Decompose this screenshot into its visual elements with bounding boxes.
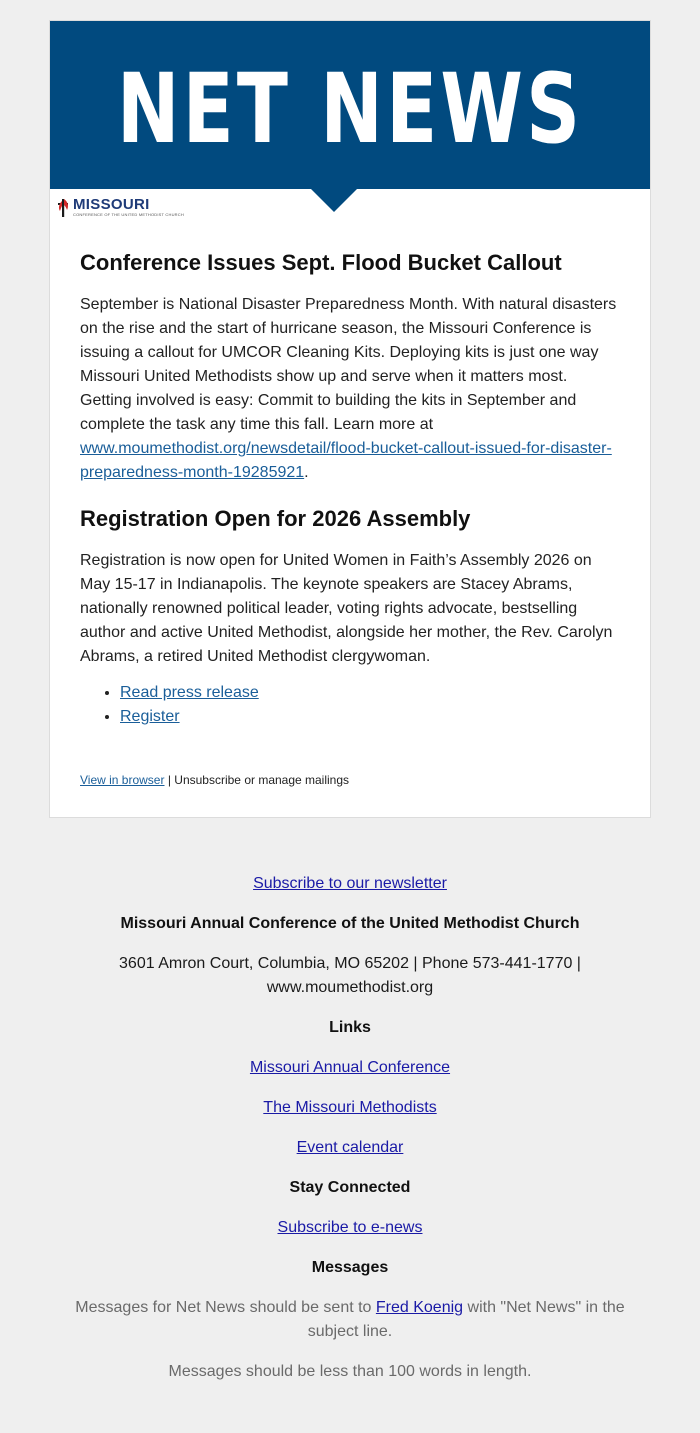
- separator: |: [164, 773, 175, 787]
- contact-address: 3601 Amron Court, Columbia, MO 65202 | Phone 573-441-1770 | www.moumethodist.org: [119, 955, 581, 996]
- unsubscribe-text[interactable]: Unsubscribe or manage mailings: [174, 773, 350, 787]
- article-links-list: [80, 681, 620, 729]
- messages-length-note: Messages should be less than 100 words in length.: [168, 1363, 532, 1380]
- links-heading: Links: [329, 1019, 371, 1036]
- contact-link-fred-koenig[interactable]: Fred Koenig: [375, 1299, 464, 1316]
- article-body: Registration is now open for United Women in Faith’s Assembly 2026 on May 15-17 in Indianapolis. The keynote speakers are Stacey Abrams, nationally renowned political leader, voting rights advocate, bestselling author and active United Methodist, alongside her mother, the Rev. Carolyn Abrams, a retired United Methodist clergywoman.: [80, 552, 613, 665]
- article-link[interactable]: www.moumethodist.org/newsdetail/flood-bucket-callout-issued-for-disaster-preparedness-month-19285921: [80, 440, 612, 481]
- logo-name: MISSOURI: [73, 195, 150, 213]
- article-title: Registration Open for 2026 Assembly: [80, 506, 471, 531]
- header-banner: [50, 21, 650, 189]
- footer-link-missouri-methodists[interactable]: The Missouri Methodists: [263, 1099, 437, 1116]
- missouri-conference-logo: [56, 194, 184, 220]
- cross-and-flame-icon: [56, 196, 70, 218]
- banner-title: NET NEWS: [116, 53, 584, 165]
- view-in-browser-link[interactable]: View in browser: [80, 773, 165, 787]
- read-press-release-link[interactable]: Read press release: [120, 684, 259, 701]
- article-title: Conference Issues Sept. Flood Bucket Callout: [80, 250, 562, 275]
- newsletter-card: [49, 20, 651, 818]
- logo-subtitle: CONFERENCE OF THE UNITED METHODIST CHURCH: [73, 211, 184, 217]
- footer: [70, 872, 630, 1400]
- list-item: [120, 705, 620, 729]
- stay-connected-heading: Stay Connected: [289, 1179, 411, 1196]
- register-link[interactable]: Register: [120, 708, 180, 725]
- newsletter-content: [80, 249, 620, 729]
- mailing-options: [80, 773, 349, 787]
- messages-instructions: [70, 1296, 630, 1344]
- article-body: [80, 293, 620, 485]
- messages-heading: Messages: [311, 1259, 389, 1276]
- subscribe-enews-link[interactable]: Subscribe to e-news: [277, 1219, 423, 1236]
- article-text-end: .: [304, 464, 309, 481]
- footer-link-missouri-annual-conference[interactable]: Missouri Annual Conference: [249, 1059, 451, 1076]
- subscribe-newsletter-link[interactable]: Subscribe to our newsletter: [253, 875, 447, 892]
- list-item: [120, 681, 620, 705]
- footer-link-event-calendar[interactable]: Event calendar: [296, 1139, 404, 1156]
- banner-notch: [310, 188, 358, 212]
- organization-name: Missouri Annual Conference of the United Methodist Church: [120, 915, 580, 932]
- article-text: September is National Disaster Preparedness Month. With natural disasters on the rise and the start of hurricane season, the Missouri Conference is issuing a callout for UMCOR Cleaning Kits. Deploying kits is just one way Missouri United Methodists show up and serve when it matters most. Getting involved is easy: Commit to building the kits in September and complete the task any time this fall. Learn more at: [80, 296, 617, 433]
- messages-text: Messages for Net News should be sent to: [75, 1299, 376, 1316]
- messages-text-end: with "Net News" in the subject line.: [307, 1299, 625, 1340]
